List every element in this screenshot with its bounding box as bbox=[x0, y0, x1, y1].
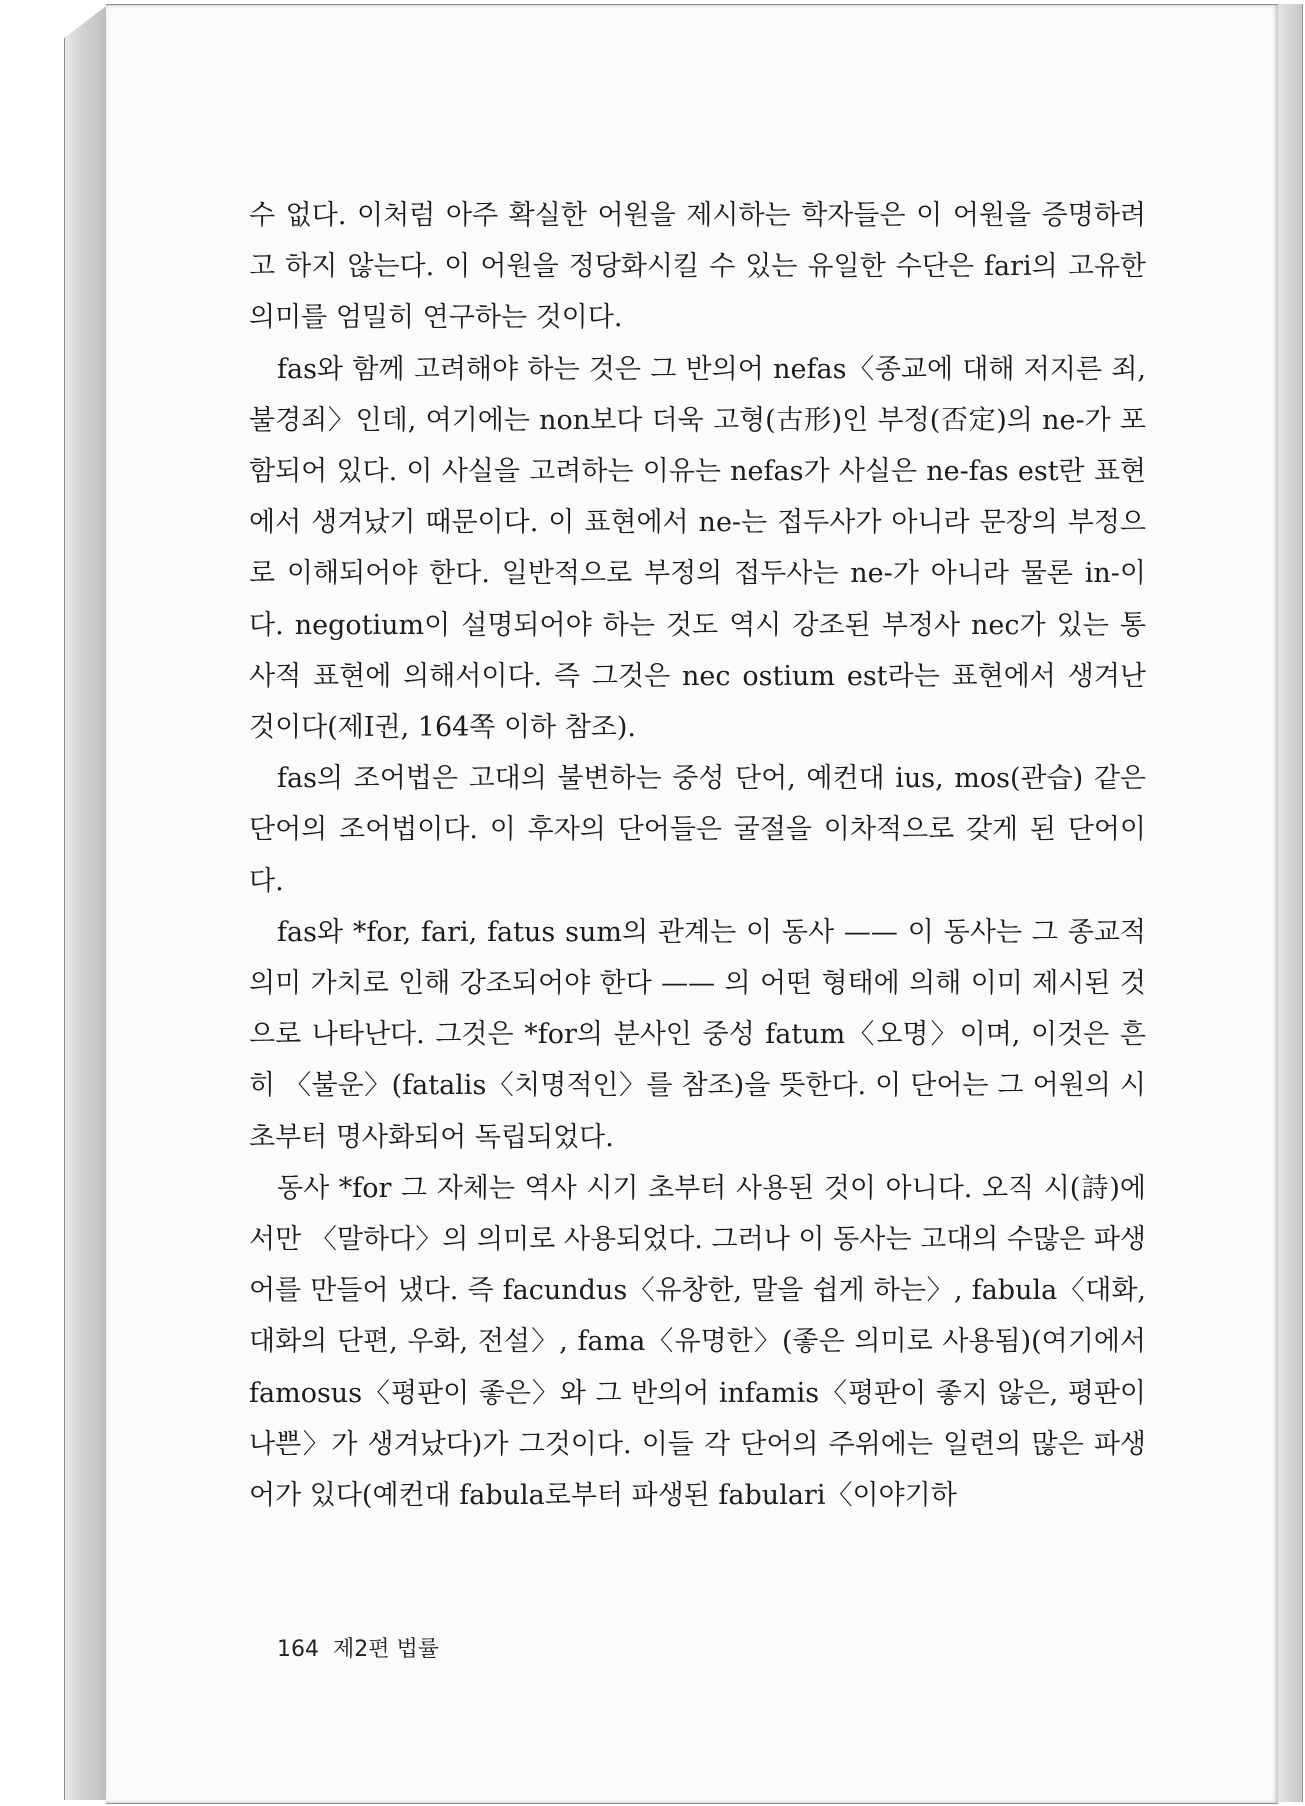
page-number: 164 bbox=[277, 1637, 319, 1662]
paragraph-2: fas와 함께 고려해야 하는 것은 그 반의어 nefas〈종교에 대해 저지른 죄, 불경죄〉인데, 여기에는 non보다 더욱 고형(古形)인 부정(否定)의 ne-가 포함되어 있다. 이 사실을 고려하는 이유는 nefas가 사실은 ne-fas est란 표현에서 생겨났기 때문이다. 이 표현에서 ne-는 접두사가 아니라 문장의 부정으로 이해되어야 한다. 일반적으로 부정의 접두사는 ne-가 아니라 물론 in-이다. negotium이 설명되어야 하는 것도 역시 강조된 부정사 nec가 있는 통사적 표현에 의해서이다. 즉 그것은 nec ostium est라는 표현에서 생겨난 것이다(제I권, 164쪽 이하 참조). bbox=[249, 353, 1146, 744]
paragraph-1: 수 없다. 이처럼 아주 확실한 어원을 제시하는 학자들은 이 어원을 증명하려고 하지 않는다. 이 어원을 정당화시킬 수 있는 유일한 수단은 fari의 고유한 의미를 엄밀히 연구하는 것이다. bbox=[249, 200, 1146, 334]
paragraph-4: fas와 *for, fari, fatus sum의 관계는 이 동사 —— 이 동사는 그 종교적 의미 가치로 인해 강조되어야 한다 —— 의 어떤 형태에 의해 이미 제시된 것으로 나타난다. 그것은 *for의 분사인 중성 fatum〈오명〉이며, 이것은 흔히 〈불운〉(fatalis〈치명적인〉를 참조)을 뜻한다. 이 단어는 그 어원의 시초부터 명사화되어 독립되었다. bbox=[249, 916, 1146, 1153]
page-footer bbox=[277, 1632, 453, 1663]
book-right-edge bbox=[1278, 4, 1303, 1802]
page-body-text bbox=[249, 190, 1146, 1521]
paragraph-3: fas의 조어법은 고대의 불변하는 중성 단어, 예컨대 ius, mos(관습) 같은 단어의 조어법이다. 이 후자의 단어들은 굴절을 이차적으로 갖게 된 단어이다. bbox=[249, 763, 1146, 897]
paragraph-5: 동사 *for 그 자체는 역사 시기 초부터 사용된 것이 아니다. 오직 시(詩)에서만 〈말하다〉의 의미로 사용되었다. 그러나 이 동사는 고대의 수많은 파생어를 만들어 냈다. 즉 facundus〈유창한, 말을 쉽게 하는〉, fabula〈대화, 대화의 단편, 우화, 전설〉, fama〈유명한〉(좋은 의미로 사용됨)(여기에서 famosus〈평판이 좋은〉와 그 반의어 infamis〈평판이 좋지 않은, 평판이 나쁜〉가 생겨났다)가 그것이다. 이들 각 단어의 주위에는 일련의 많은 파생어가 있다(예컨대 fabula로부터 파생된 fabulari〈이야기하 bbox=[249, 1172, 1146, 1512]
running-section-title: 제2편 법률 bbox=[333, 1637, 439, 1662]
book-left-edge bbox=[64, 4, 109, 1800]
